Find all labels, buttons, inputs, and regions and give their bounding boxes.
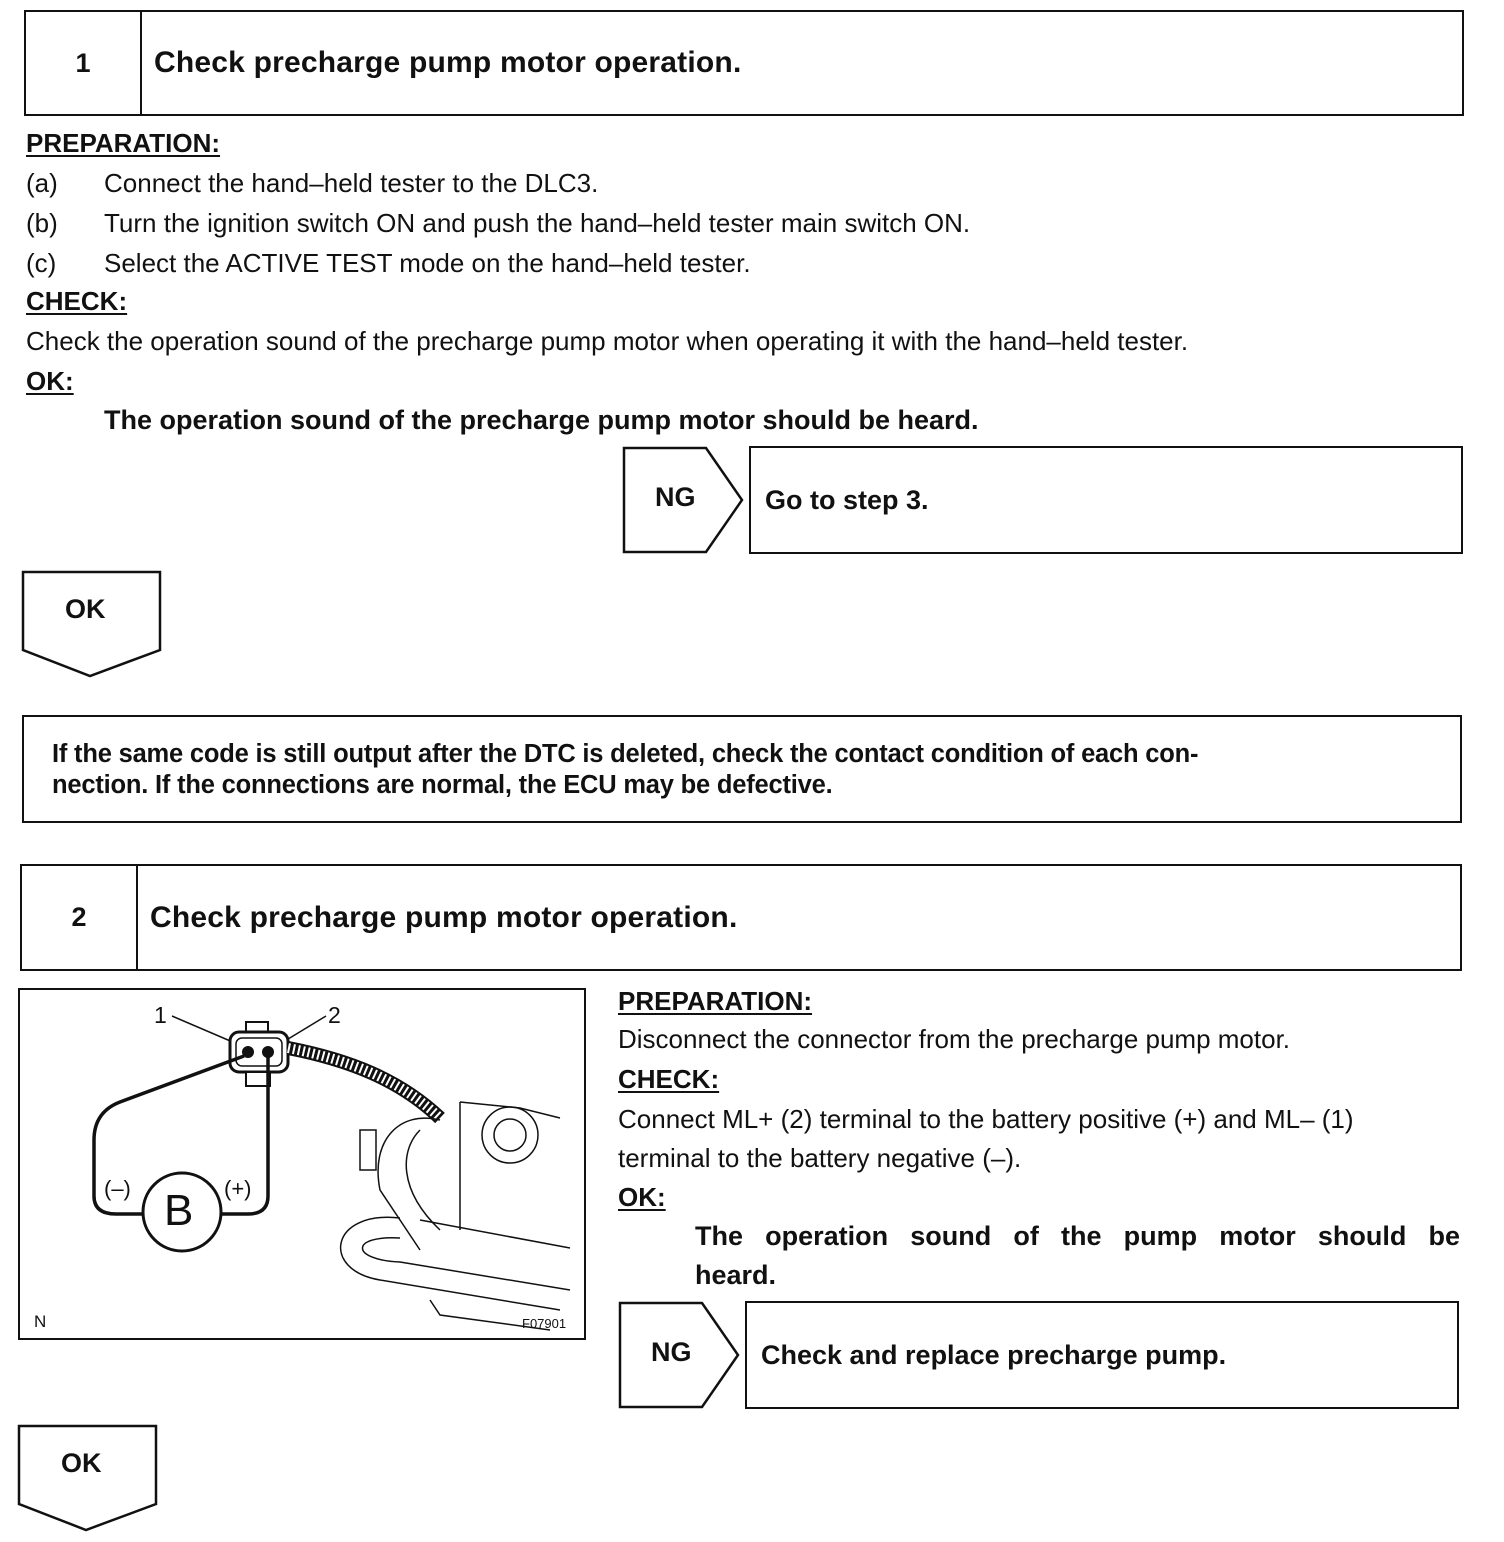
ok-down-arrow-shape (20, 570, 164, 680)
ok-label: OK (65, 594, 106, 624)
check-text: Check the operation sound of the precharge pump motor when operating it with the hand–held tester. (26, 326, 1189, 356)
step-title: Check precharge pump motor operation. (154, 46, 742, 79)
ng-label: NG (655, 482, 696, 512)
check-text-line-1: Connect ML+ (2) terminal to the battery positive (+) and ML– (1) (618, 1104, 1354, 1134)
ok-criteria: The operation sound of the precharge pump motor should be heard. (104, 405, 979, 435)
ok-branch-tag (16, 1424, 160, 1534)
figure-corner-label: N (34, 1312, 47, 1331)
note-line-1: If the same code is still output after the DTC is deleted, check the contact condition of each con- (52, 740, 1199, 768)
note-line-2: nection. If the connections are normal, the ECU may be defective. (52, 771, 833, 799)
wiring-diagram-figure (18, 988, 586, 1340)
step-1-header (24, 10, 1464, 116)
ng-branch-tag (618, 1301, 742, 1409)
figure-id: F07901 (522, 1316, 567, 1331)
preparation-heading: PREPARATION: (618, 986, 813, 1016)
ok-heading: OK: (618, 1182, 666, 1212)
step-title: Check precharge pump motor operation. (150, 900, 738, 934)
ok-down-arrow-shape (16, 1424, 160, 1534)
item-text: Select the ACTIVE TEST mode on the hand–held tester. (104, 248, 751, 278)
preparation-text: Disconnect the connector from the precharge pump motor. (618, 1024, 1291, 1054)
item-letter: (b) (26, 208, 58, 238)
ng-action-box: Check and replace precharge pump. (745, 1301, 1459, 1409)
item-letter: (c) (26, 248, 57, 278)
positive-terminal-label: (+) (224, 1176, 252, 1201)
ok-criteria-line-1: The operation sound of the pump motor should be (695, 1221, 1460, 1251)
preparation-item (26, 168, 598, 199)
ok-criteria-line-2: heard. (695, 1260, 777, 1290)
check-heading: CHECK: (618, 1064, 720, 1094)
preparation-heading: PREPARATION: (26, 128, 221, 158)
ng-label: NG (651, 1337, 692, 1367)
item-text: Turn the ignition switch ON and push the hand–held tester main switch ON. (104, 208, 971, 238)
ng-action-box: Go to step 3. (749, 446, 1463, 554)
battery-label: B (164, 1186, 194, 1235)
ng-branch-tag (622, 446, 746, 554)
ok-label: OK (61, 1448, 102, 1478)
step-2-header (20, 864, 1462, 971)
step-number: 1 (26, 12, 142, 114)
preparation-item (26, 208, 970, 239)
ok-heading: OK: (26, 366, 74, 396)
connector-battery-diagram (20, 990, 584, 1338)
negative-terminal-label: (–) (104, 1176, 131, 1201)
ok-branch-tag (20, 570, 164, 680)
check-heading: CHECK: (26, 286, 128, 316)
note-box (22, 715, 1462, 823)
preparation-item (26, 248, 751, 279)
check-text-line-2: terminal to the battery negative (–). (618, 1143, 1022, 1173)
item-letter: (a) (26, 168, 58, 198)
step-number: 2 (22, 866, 138, 969)
pin-2-label: 2 (328, 1002, 341, 1028)
pin-1-label: 1 (154, 1002, 167, 1028)
item-text: Connect the hand–held tester to the DLC3. (104, 168, 599, 198)
